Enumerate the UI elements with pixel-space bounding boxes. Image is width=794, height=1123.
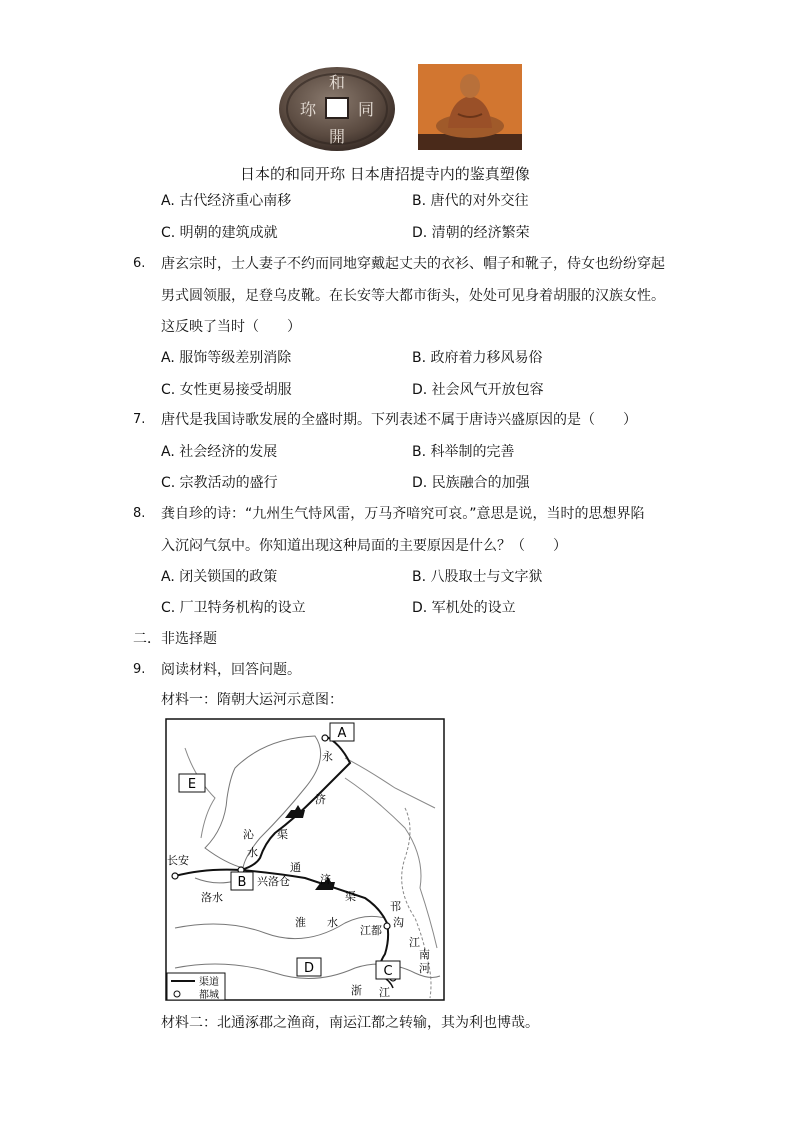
map-box-a: A xyxy=(337,726,347,741)
map-label-qin: 沁 xyxy=(243,828,254,841)
images-caption: 日本的和同开珎 日本唐招提寺内的鉴真塑像 xyxy=(240,165,530,183)
coin-char-left: 珎 xyxy=(299,100,317,119)
q8-option-a[interactable]: A. 闭关锁国的政策 xyxy=(161,569,278,585)
q7-option-b[interactable]: B. 科举制的完善 xyxy=(412,444,515,460)
coin-image xyxy=(278,66,396,152)
q5-option-b[interactable]: B. 唐代的对外交往 xyxy=(412,193,529,209)
map-box-b: B xyxy=(237,875,247,890)
q6-option-d[interactable]: D. 社会风气开放包容 xyxy=(412,382,544,398)
q6-stem-line1: 唐玄宗时，士人妻子不约而同地穿戴起丈夫的衣衫、帽子和靴子，侍女也纷纷穿起 xyxy=(161,256,665,272)
q6-number: 6. xyxy=(133,256,146,271)
q8-number: 8. xyxy=(133,506,146,521)
map-label-qu1: 渠 xyxy=(277,828,288,841)
map-label-shui2: 水 xyxy=(327,916,338,929)
q7-option-d[interactable]: D. 民族融合的加强 xyxy=(412,475,530,491)
map-label-han: 邗 xyxy=(390,900,401,913)
q6-stem-line2: 男式圆领服，足登乌皮靴。在长安等大都市街头，处处可见身着胡服的汉族女性。 xyxy=(161,288,665,304)
map-label-he: 河 xyxy=(419,962,430,975)
q7-option-c[interactable]: C. 宗教活动的盛行 xyxy=(161,475,278,491)
map-label-jiangdu: 江都 xyxy=(360,924,382,937)
q7-stem: 唐代是我国诗歌发展的全盛时期。下列表述不属于唐诗兴盛原因的是（ ） xyxy=(161,412,637,428)
section-title: 二．非选择题 xyxy=(133,631,217,647)
q8-option-b[interactable]: B. 八股取士与文字狱 xyxy=(412,569,543,585)
map-label-changan: 长安 xyxy=(167,854,189,867)
map-box-c: C xyxy=(383,964,393,979)
map-label-jiang1: 江 xyxy=(409,936,420,949)
q8-option-c[interactable]: C. 厂卫特务机构的设立 xyxy=(161,600,306,616)
q6-stem-line3: 这反映了当时（ ） xyxy=(161,319,301,335)
map-label-gou: 沟 xyxy=(393,916,404,929)
q9-stem: 阅读材料，回答问题。 xyxy=(161,662,301,678)
q7-number: 7. xyxy=(133,412,146,427)
map-label-ji1: 济 xyxy=(315,793,326,806)
map-label-huai: 淮 xyxy=(295,916,306,929)
map-label-shui1: 水 xyxy=(247,846,258,859)
map-label-xingluocang: 兴洛仓 xyxy=(257,875,290,888)
q6-option-b[interactable]: B. 政府着力移风易俗 xyxy=(412,350,543,366)
q8-stem-line2: 入沉闷气氛中。你知道出现这种局面的主要原因是什么？（ ） xyxy=(161,538,567,554)
map-label-tong: 通 xyxy=(290,861,301,874)
q9-material1-label: 材料一：隋朝大运河示意图： xyxy=(161,692,343,708)
map-label-qu2: 渠 xyxy=(345,890,356,903)
coin-char-right: 同 xyxy=(357,100,375,119)
grand-canal-map xyxy=(165,718,445,1001)
q9-material2: 材料二：北通涿郡之渔商，南运江都之转输，其为利也博哉。 xyxy=(161,1015,539,1031)
legend-capital: 都城 xyxy=(199,990,219,1001)
map-box-e: E xyxy=(187,777,197,792)
q5-option-d[interactable]: D. 清朝的经济繁荣 xyxy=(412,225,530,241)
q5-option-c[interactable]: C. 明朝的建筑成就 xyxy=(161,225,278,241)
legend-canal: 渠道 xyxy=(199,977,219,988)
coin-char-bottom: 開 xyxy=(328,127,346,146)
map-label-ji2: 济 xyxy=(320,873,331,886)
q8-stem-line1: 龚自珍的诗：“九州生气恃风雷，万马齐喑究可哀。”意思是说，当时的思想界陷 xyxy=(161,506,645,522)
q8-option-d[interactable]: D. 军机处的设立 xyxy=(412,600,516,616)
statue-image xyxy=(418,64,522,150)
q6-option-c[interactable]: C. 女性更易接受胡服 xyxy=(161,382,292,398)
coin-char-top: 和 xyxy=(328,73,346,92)
map-label-jiang2: 江 xyxy=(379,986,390,999)
map-label-luoshui: 洛水 xyxy=(201,891,223,904)
q7-option-a[interactable]: A. 社会经济的发展 xyxy=(161,444,278,460)
q5-option-a[interactable]: A. 古代经济重心南移 xyxy=(161,193,292,209)
map-label-yong: 永 xyxy=(322,750,333,763)
q9-number: 9. xyxy=(133,662,146,677)
map-box-d: D xyxy=(303,961,315,976)
q6-option-a[interactable]: A. 服饰等级差别消除 xyxy=(161,350,292,366)
map-label-zhe: 浙 xyxy=(351,984,362,997)
map-label-nan: 南 xyxy=(419,948,430,961)
